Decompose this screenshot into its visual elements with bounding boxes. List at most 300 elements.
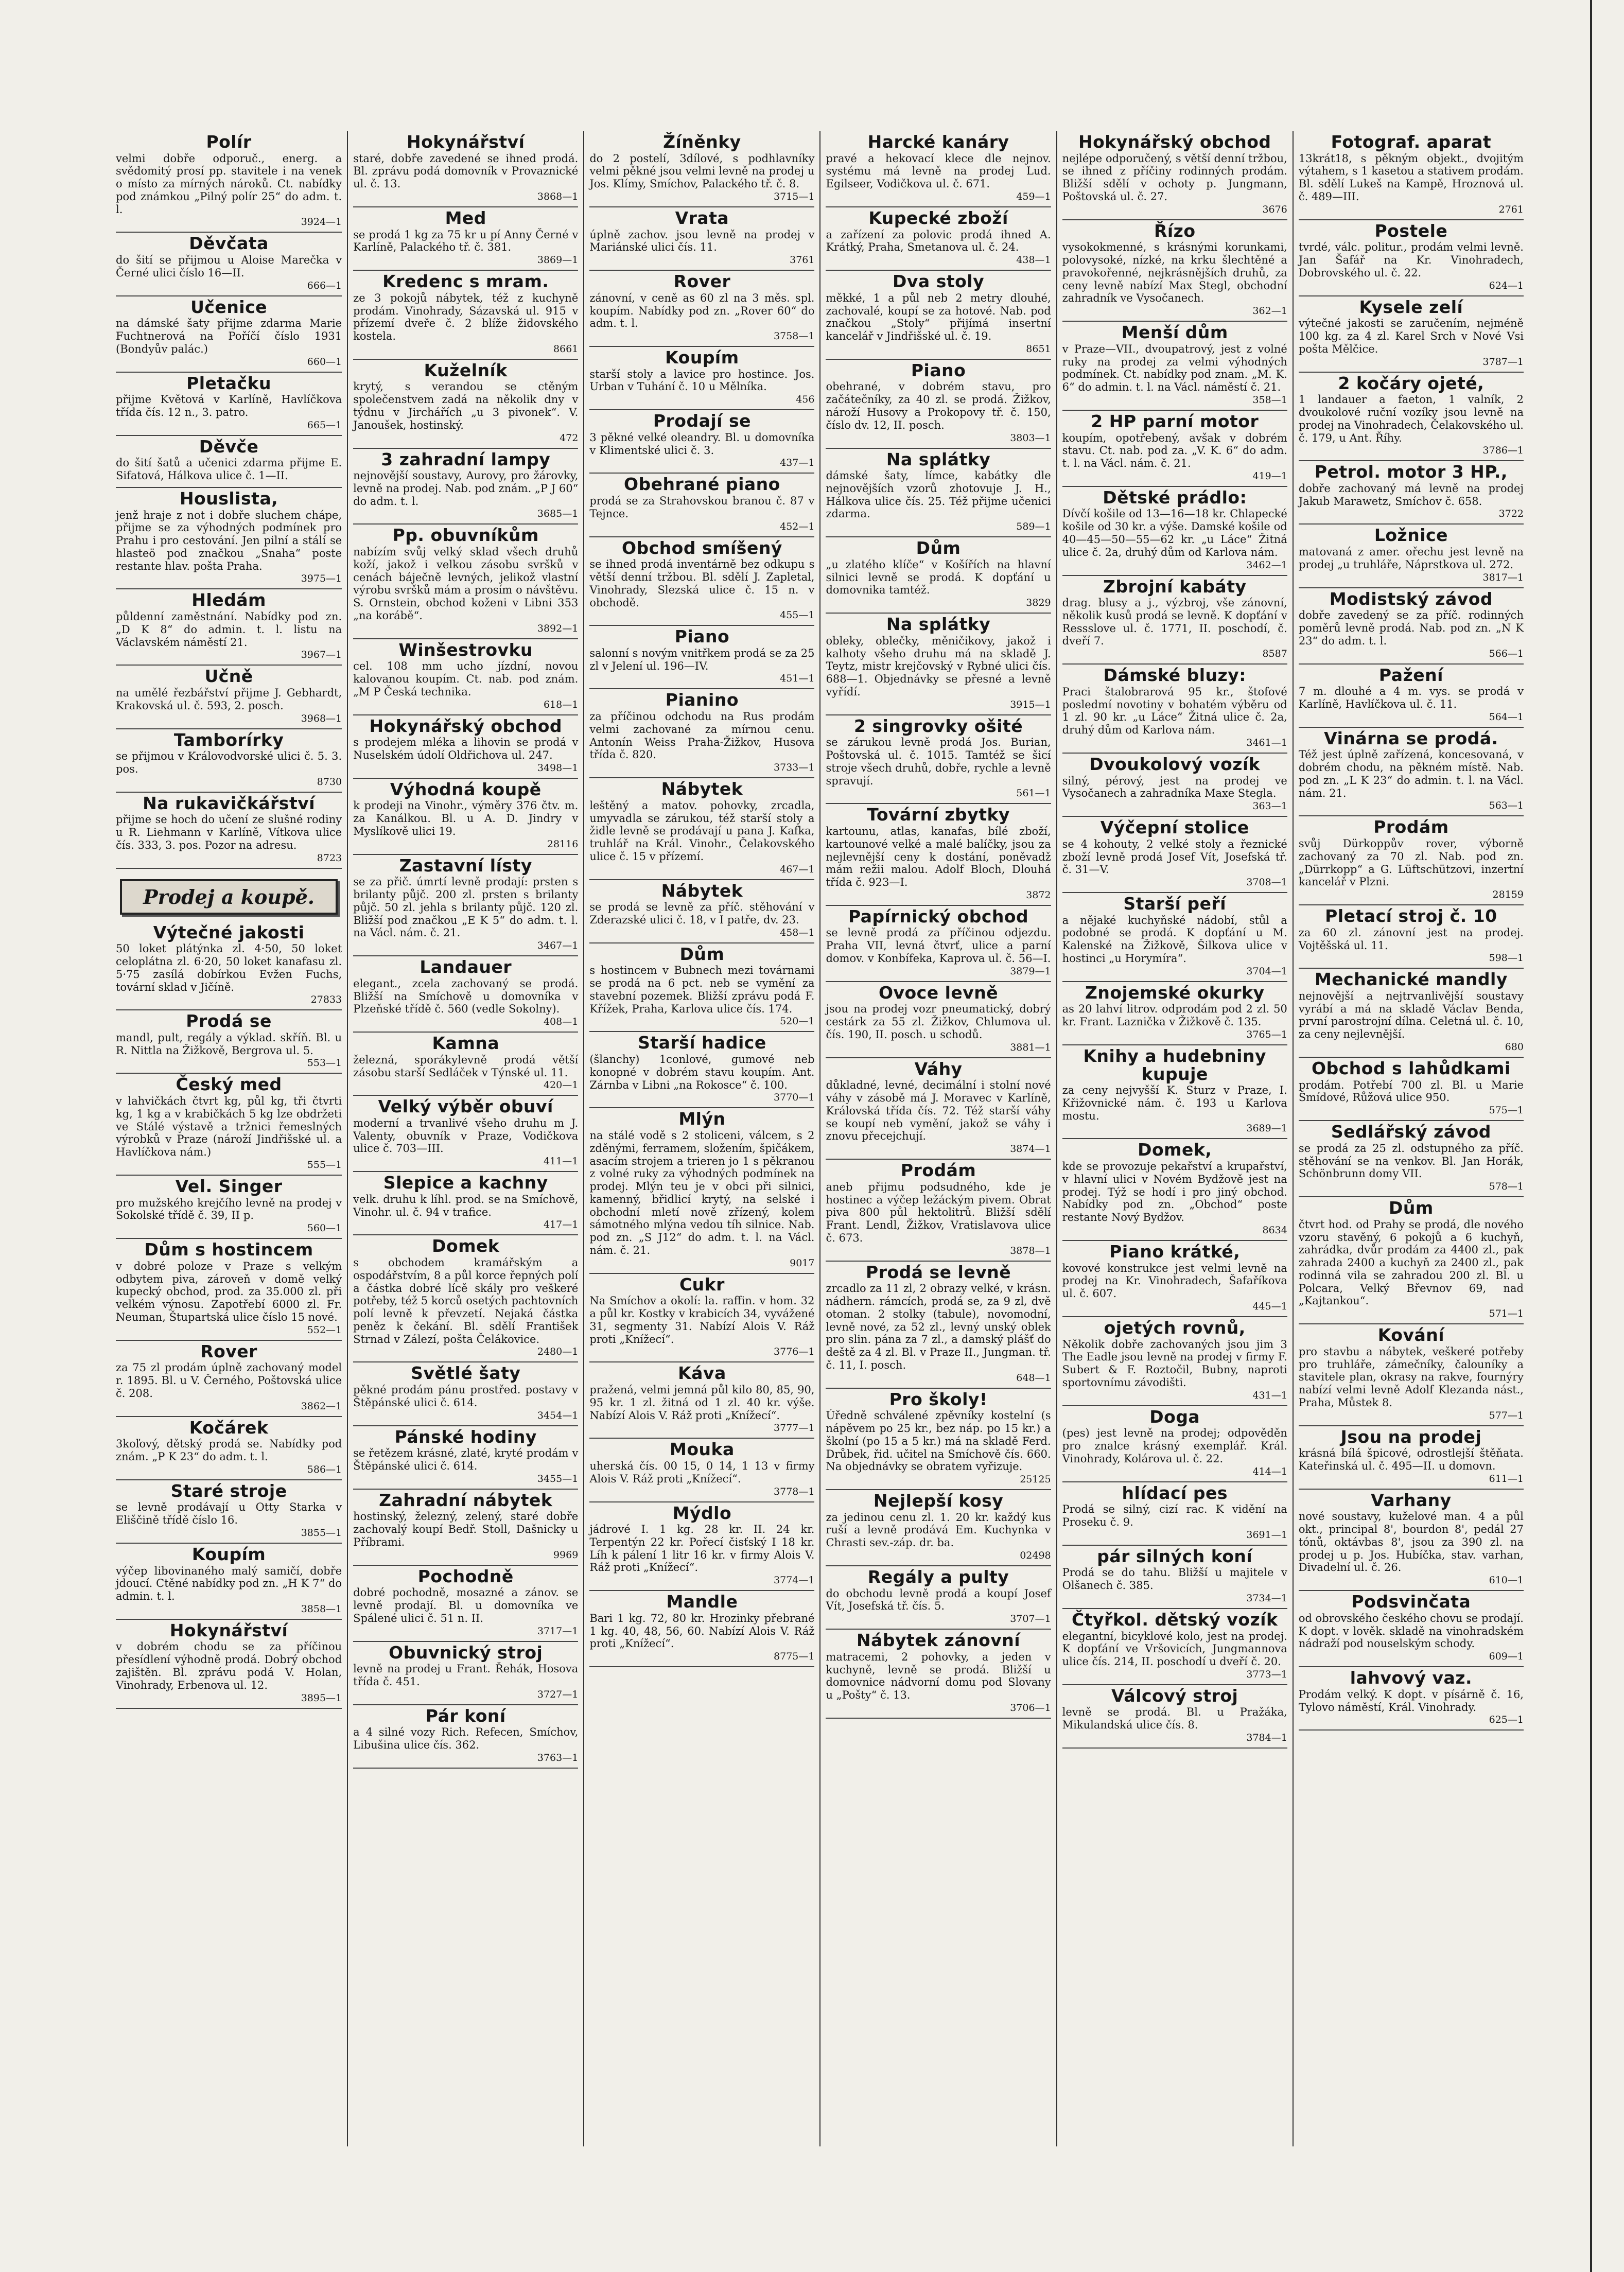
ad-code: 3967—1 [301, 649, 342, 661]
ad-code: 609—1 [1489, 1651, 1524, 1663]
ad-body: na stálé vodě s 2 stoliceni, válcem, s 2 zděnými, ferramem, složením, špičákem, asacím strojem a trieren jo 1 s pěkranou z volné ruky za výhodných podmínek na prodej. Mlýn teu je v obci při silnici, kamenný, břidlicí krytý, na selské i obchodní mletí nově zřízený, kolem sámotného mlýna vedou tíh silnice. Nab. pod zn. „S J12“ do adm. t. l. na Václ. nám. č. 21. [589, 1129, 815, 1256]
ad-body: 3koľový, dětský prodá se. Nabídky pod znám. „P K 23“ do adm. t. l. [116, 1438, 342, 1463]
ad-body: velk. druhu k líhl. prod. se na Smíchově, Vinohr. ul. č. 94 v trafice. [353, 1193, 579, 1218]
ad-title: Obchod smíšený [621, 537, 782, 558]
ad-code: 3733—1 [774, 762, 815, 774]
ad-title: Prodám [900, 1160, 976, 1181]
ad-title: Kování [1377, 1325, 1445, 1345]
ad-code: 618—1 [543, 698, 579, 710]
ad-title: Varhany [1371, 1490, 1452, 1510]
classified-ad [116, 1480, 342, 1544]
ad-code: 3892—1 [537, 622, 579, 634]
ad-title: Čtyřkol. dětský vozík [1072, 1609, 1278, 1630]
classified-ad [826, 449, 1051, 538]
classified-ad [1062, 982, 1287, 1045]
ad-code: 3467—1 [537, 940, 579, 952]
ad-code: 3691—1 [1246, 1529, 1287, 1541]
classified-ad [589, 778, 814, 880]
ad-code: 564—1 [1489, 711, 1524, 723]
ad-body: a zařízení za polovic prodá ihned A. Krátký, Praha, Smetanova ul. č. 24. [826, 228, 1051, 254]
ad-body: dámské šaty, límce, kabátky dle nejnovějších vzorů zhotovuje J. H., Hálkova ulice čís. 25. Též přijme učenici zdarma. [826, 469, 1051, 520]
ad-body: za 75 zl prodám úplně zachovaný model r. 1895. Bl. u V. Černého, Poštovská ulice č. 208. [116, 1361, 342, 1400]
ad-code: 3786—1 [1482, 445, 1524, 457]
ad-body: výčep libovinaného malý samičí, dobře jdoucí. Ctěné nabídky pod zn. „H K 7“ do admin. t. l. [116, 1564, 342, 1603]
classified-ad [116, 233, 342, 296]
classified-ad [1299, 461, 1524, 525]
ad-body: nabízím svůj velký sklad všech druhů koží, jakož i velkou zásobu svršků v cenách báječně levných, jelikož vlastní výrobu svršků mám a prosím o návštěvu. S. Ornstein, obchod koženi v Libni 353 „na korábě“. [353, 546, 579, 622]
ad-title: Na splátky [886, 449, 991, 469]
classified-ad [116, 589, 342, 666]
ad-body: za příčinou odchodu na Rus prodám velmi zachované za mírnou cenu. Antonín Weiss Praha-Žižkov, Husova třída č. 820. [589, 710, 815, 761]
ad-title: Kupecké zboží [868, 207, 1008, 228]
ad-body: leštěný a matov. pohovky, zrcadla, umyvadla se zárukou, též starší stoly a židle levně se prodávají u pana J. Kafka, truhlář na Král. Vinohr., Čelakovského ulice č. 15 v přízemí. [589, 799, 815, 863]
ad-body: 7 m. dlouhé a 4 m. vys. se prodá v Karlíně, Havlíčkova ul. č. 11. [1298, 685, 1524, 710]
ad-title: Cukr [679, 1274, 725, 1295]
classified-ad [353, 956, 578, 1033]
ad-title: Fotograf. aparat [1331, 132, 1492, 152]
ad-body: kovové konstrukce jest velmi levně na prodej na Kr. Vinohradech, Šafaříkova ul. č. 607. [1062, 1262, 1287, 1300]
classified-ad [1299, 131, 1524, 220]
ad-code: 586—1 [307, 1463, 342, 1475]
ad-title: Jsou na prodej [1340, 1426, 1482, 1447]
classified-ad [826, 715, 1051, 805]
classified-ad [353, 1642, 578, 1705]
ad-body: se ihned prodá inventárně bez odkupu s větší denní tržbou. Bl. sdělí J. Zapletal, Vinohrady, Slezská ulice č. 15 n. v obchodě. [589, 558, 815, 609]
classified-ad [116, 1239, 342, 1340]
ad-code: 414—1 [1252, 1465, 1287, 1477]
ad-body: pěkné prodám pánu prostřed. postavy v Štěpánské ulici č. 614. [353, 1384, 579, 1409]
ad-title: Na splátky [886, 614, 991, 635]
ad-code: 452—1 [780, 520, 815, 532]
ad-title: Dva stoly [893, 271, 985, 292]
ad-code: 8661 [553, 343, 579, 355]
ad-body: k prodeji na Vinohr., výměry 376 čtv. m. za Kanálkou. Bl. u A. D. Jindry v Myslíkově ulici 19. [353, 799, 579, 837]
ad-title: Doga [1149, 1406, 1200, 1427]
classified-ad [353, 1705, 578, 1769]
classified-ad [353, 449, 578, 525]
classified-ad [353, 1362, 578, 1426]
ad-code: 563—1 [1489, 800, 1524, 812]
ad-title: Postele [1374, 220, 1448, 241]
ad-body: do obchodu levně prodá a koupí Josef Vít, Josefská tř. čís. 5. [826, 1587, 1051, 1613]
ad-body: na umělé řezbářství přijme J. Gebhardt, Krakovská ul. č. 593, 2. posch. [116, 686, 342, 712]
ad-title: Landauer [420, 957, 512, 977]
ad-body: Úředně schválené zpěvníky kostelní (s nápěvem po 25 kr., bez náp. po 15 kr.) a školní (po 15 a 5 kr.) má na skladě Ferd. Drůbek, řid. učitel na Smíchově čís. 660. Na objednávky se obratem vyřizuje. [826, 1409, 1051, 1473]
classified-ad [1062, 1546, 1287, 1609]
ad-body: as 20 lahví litrov. odprodám pod 2 zl. 50 kr. Frant. Laznička v Žižkově č. 135. [1062, 1003, 1287, 1028]
classified-ad [353, 779, 578, 855]
ad-code: 3874—1 [1010, 1143, 1051, 1155]
ad-body: levně se prodá. Bl. u Pražáka, Mikulandská ulice čís. 8. [1062, 1706, 1287, 1732]
classified-ad [1299, 969, 1524, 1058]
ad-body: cel. 108 mm ucho jízdní, novou kalovanou koupím. Ct. nab. pod znám. „M P Česká technika. [353, 660, 579, 698]
classified-ad [1299, 665, 1524, 728]
section-banner: Prodej a koupě. [120, 879, 338, 915]
ad-code: 3879—1 [1010, 965, 1051, 977]
classified-ad [1062, 322, 1287, 411]
ad-title: Domek, [1138, 1140, 1212, 1160]
classified-ad [116, 488, 342, 589]
ad-body: dobře zachovaný má levně na prodej Jakub Marawetz, Smíchov č. 658. [1298, 482, 1524, 508]
ad-code: 3758—1 [774, 330, 815, 342]
ad-code: 362—1 [1252, 305, 1287, 317]
classified-ad [1299, 220, 1524, 296]
ad-body: 13krát18, s pěkným objekt., dvojitým výtahem, s 1 kasetou a stativem prodám. Bl. sdělí Lukeš na Kampě, Hroznová ul. č. 489—III. [1298, 152, 1524, 203]
ad-body: se levně prodá za příčinou odjezdu. Praha VII, levná čtvrť, ulice a parní domov. v Konbífeka, Kaprova ul. č. 56—I. [826, 927, 1051, 965]
ad-code: 3734—1 [1246, 1592, 1287, 1604]
ad-code: 561—1 [1016, 788, 1051, 799]
ad-body: do šití se přijmou u Aloise Marečka v Černé ulici číslo 16—II. [116, 254, 342, 279]
ad-title: Koupím [191, 1544, 266, 1564]
ad-code: 02498 [1020, 1550, 1051, 1562]
ad-code: 27833 [310, 994, 342, 1006]
ad-body: mandl, pult, regály a výklad. skříň. Bl. u R. Nittla na Žižkově, Bergrova ul. 5. [116, 1031, 342, 1057]
ad-body: staré, dobře zavedené se ihned prodá. Bl. zprávu podá domovník v Provaznické ul. č. 13. [353, 152, 579, 190]
ad-body: se řetězem krásné, zlaté, kryté prodám v Štěpánské ulici č. 614. [353, 1447, 579, 1472]
ad-title: Domek [432, 1236, 500, 1256]
ad-code: 3717—1 [537, 1625, 579, 1637]
ad-code: 3881—1 [1010, 1041, 1051, 1053]
ad-title: Kamna [432, 1033, 499, 1054]
classified-ad [353, 360, 578, 449]
ad-title: Děvčata [189, 233, 269, 254]
classified-ad [116, 1341, 342, 1417]
ad-title: Řízo [1154, 220, 1196, 241]
ad-code: 520—1 [780, 1016, 815, 1027]
ad-title: Ovoce levně [878, 982, 999, 1003]
ad-body: krásná bílá špicové, odrostlejší štěňata. Kateřinská ul. č. 495—II. u domovn. [1298, 1447, 1524, 1472]
ad-title: Papírnický obchod [848, 906, 1029, 927]
classified-ad [589, 1439, 814, 1502]
classified-ad [589, 1108, 814, 1273]
ad-title: Prodají se [653, 411, 751, 431]
classified-ad [1299, 816, 1524, 905]
ad-code: 8651 [1026, 343, 1051, 355]
ad-code: 445—1 [1252, 1300, 1287, 1312]
ad-code: 431—1 [1252, 1389, 1287, 1401]
classified-ad [1062, 817, 1287, 893]
ad-body: tvrdé, válc. politur., prodám velmi levně. Jan Šafář na Kr. Vinohradech, Dobrovského ul. č. 22. [1298, 241, 1524, 279]
ad-code: 3777—1 [774, 1422, 815, 1434]
ad-body: důkladné, levné, decimální i stolní nové váhy v zásobě má J. Moravec v Karlíně, Královská třída čís. 72. Též starší váhy se koupí neb vymění, jakož se váhy i znovu přecejchují. [826, 1079, 1051, 1143]
classified-ad [1062, 893, 1287, 982]
ad-body: do šití šatů a učenici zdarma přijme E. Sifatová, Hálkova ulice č. 1—II. [116, 457, 342, 482]
ad-body: aneb přijmu podsudného, kde je hostinec a výčep ležáckým pivem. Obrat piva 800 půl hektolitrů. Bližší sdělí Frant. Lendl, Žižkov, Vratislavova ulice č. 673. [826, 1180, 1051, 1244]
ad-title: Dvoukolový vozík [1089, 754, 1261, 774]
ad-title: Hokynářský obchod [369, 715, 562, 736]
ad-body: od obrovského českého chovu se prodají. K dopt. v lověk. skladě na vinohradském nádraží pod nouselským schody. [1298, 1612, 1524, 1650]
ad-body: a 4 silné vozy Rich. Refecen, Smíchov, Libušina ulice čís. 362. [353, 1726, 579, 1752]
ad-code: 459—1 [1016, 190, 1051, 202]
ad-code: 571—1 [1489, 1308, 1524, 1320]
classified-ad [826, 1490, 1051, 1566]
classified-ad [826, 131, 1051, 207]
classified-ad [353, 1566, 578, 1642]
ad-title: Prodá se levně [866, 1262, 1011, 1282]
classified-ad [589, 1591, 814, 1667]
ad-body: Bari 1 kg. 72, 80 kr. Hrozinky přebrané 1 kg. 40, 48, 56, 60. Nabízí Alois V. Ráž proti „Knížecí“. [589, 1612, 815, 1650]
column-2 [347, 131, 583, 2146]
page-edge [1590, 0, 1592, 2272]
ad-body: se zárukou levně prodá Jos. Burian, Poštovská ul. č. 1015. Tamtéž se šicí stroje všech druhů, dobře, rychle a levně spravují. [826, 736, 1051, 787]
ad-title: Nábytek zánovní [857, 1630, 1021, 1651]
ad-title: Učně [204, 666, 253, 687]
ad-title: Mýdlo [672, 1502, 732, 1523]
ad-code: 8723 [317, 852, 342, 864]
ad-code: 3773—1 [1246, 1668, 1287, 1680]
ad-code: 648—1 [1016, 1372, 1051, 1384]
classified-ad [589, 1274, 814, 1363]
ad-body: půldenní zaměstnání. Nabídky pod zn. „D K 8“ do admin. t. l. listu na Václavském náměstí 21. [116, 610, 342, 649]
ad-code: 25125 [1020, 1474, 1051, 1485]
ad-code: 3858—1 [301, 1603, 342, 1615]
ad-title: Hokynářství [406, 132, 525, 152]
classified-ad [1062, 1241, 1287, 1317]
classified-ad [826, 271, 1051, 360]
ad-body: krytý, s verandou se ctěným společenstvem zadá na několik dny v týdnu v Jirchářích „u 3 pivonek“. V. Janoušek, hostinský. [353, 380, 579, 431]
ad-title: Pp. obuvníkům [392, 525, 539, 546]
classified-ad [353, 207, 578, 271]
column-5 [1056, 131, 1293, 2146]
classified-ad [589, 626, 814, 689]
ad-title: Rover [200, 1341, 257, 1361]
ad-title: 2 kočáry ojeté, [1338, 373, 1485, 393]
classified-ad [353, 1033, 578, 1096]
ad-body: a nějaké kuchyňské nádobí, stůl a podobné se prodá. K dopťání u M. Kalenské na Žižkově, Šilkova ulice v hostinci „u Horymíra“. [1062, 914, 1287, 965]
classified-ad [1299, 1197, 1524, 1324]
ad-code: 625—1 [1489, 1714, 1524, 1726]
ad-title: Starší peří [1123, 894, 1227, 914]
ad-title: Káva [678, 1363, 726, 1384]
ad-body: nové soustavy, kuželové man. 4 a půl okt., principal 8', bourdon 8', pedál 27 tónů, oktávbas 8', jsou za 390 zl. na prodej u p. Jos. Hubíčka, stav. varhan, Divadelní ul. č. 26. [1298, 1510, 1524, 1574]
classified-ad [1062, 220, 1287, 322]
ad-title: Dům [679, 943, 725, 964]
ad-body: měkké, 1 a půl neb 2 metry dlouhé, zachovalé, koupí se za hotové. Nab. pod značkou „Stoly“ přijímá insertní kancelář v Jindřišské ul. č. 19. [826, 291, 1051, 343]
ad-title: Žíněnky [663, 132, 741, 152]
classified-ad [1062, 576, 1287, 665]
classified-ad [1299, 1058, 1524, 1121]
classified-ad [1299, 905, 1524, 969]
ad-code: 3803—1 [1010, 432, 1051, 444]
classified-ad [1062, 1685, 1287, 1749]
ad-code: 566—1 [1489, 648, 1524, 659]
ad-body: prodám. Potřebí 700 zl. Bl. u Marie Šmídové, Růžová ulice 950. [1298, 1078, 1524, 1104]
ad-title: Zahradní nábytek [379, 1490, 553, 1510]
ad-code: 598—1 [1489, 952, 1524, 964]
ad-code: 3676 [1262, 203, 1287, 215]
classified-ad [1299, 1591, 1524, 1667]
ad-code: 577—1 [1489, 1409, 1524, 1421]
classified-ad [1062, 1139, 1287, 1240]
ad-body: svůj Dürkoppův rover, výborně zachovaný za 70 zl. Nab. pod zn. „Dürrkopp“ a G. Lüftschützovi, inzertní kancelář v Plzni. [1298, 837, 1524, 888]
ad-code: 408—1 [543, 1016, 579, 1028]
ad-code: 3454—1 [537, 1409, 579, 1421]
ad-code: 3774—1 [774, 1575, 815, 1586]
classified-ad [1062, 1609, 1287, 1685]
classified-ad [826, 906, 1051, 982]
ad-code: 437—1 [780, 457, 815, 469]
ad-title: Piano [911, 360, 966, 380]
ad-body: železná, sporákylevně prodá větší zásobu starší Sedláček v Týnské ul. 11. [353, 1053, 579, 1079]
classified-ad [116, 793, 342, 869]
classified-ad [116, 373, 342, 436]
classified-ad [116, 296, 342, 373]
ad-body: za 60 zl. zánovní jest na prodej. Vojtěšská ul. 11. [1298, 926, 1524, 952]
ad-body: prodá se za Strahovskou branou č. 87 v Tejnce. [589, 495, 815, 520]
classified-ad [1062, 487, 1287, 576]
classified-ad [1299, 588, 1524, 665]
ad-code: 358—1 [1252, 394, 1287, 406]
ad-title: Obchod s lahůdkami [1312, 1058, 1511, 1079]
ad-code: 3685—1 [537, 508, 579, 520]
classified-ad [1299, 1324, 1524, 1426]
ad-body: moderní a trvanlivé všeho druhu m J. Valenty, obuvník v Praze, Vodičkova ulice č. 703—III. [353, 1116, 579, 1155]
ad-code: 3855—1 [301, 1527, 342, 1539]
ad-code: 455—1 [780, 609, 815, 621]
ad-code: 553—1 [307, 1057, 342, 1069]
ad-body: pražená, velmi jemná půl kilo 80, 85, 90, 95 kr. 1 zl. žitná od 1 zl. 40 kr. výše. Nabízí Alois V. Ráž proti „Knížecí“. [589, 1384, 815, 1422]
classified-ad [116, 436, 342, 488]
ad-body: Prodá se do tahu. Bližší u majitele v Olšanech č. 385. [1062, 1566, 1287, 1592]
ad-title: Pletačku [186, 373, 272, 393]
ad-body: se 4 kohouty, 2 velké stoly a řeznické zboží levně prodá Josef Vít, Josefská tř. č. 31—V. [1062, 837, 1287, 876]
ad-code: 3455—1 [537, 1473, 579, 1484]
ad-title: Rover [673, 271, 731, 292]
classified-ad [589, 880, 814, 943]
ad-code: 3868—1 [537, 190, 579, 202]
ad-body: kartounu, atlas, kanafas, bílé zboží, kartounové velké a malé balíčky, jsou za nejlevnější ceny k dostání, poněvadž mám režii malou. Adolf Bloch, Dlouhá třída č. 923—I. [826, 825, 1051, 889]
classified-ad [826, 1630, 1051, 1719]
ad-title: hlídací pes [1122, 1482, 1228, 1503]
ad-body: koupím, opotřebený, avšak v dobrém stavu. Ct. nab. pod za. „V. K. 6“ do adm. t. l. na Václ. nám. č. 21. [1062, 431, 1287, 470]
ad-title: Válcový stroj [1111, 1685, 1238, 1706]
ad-code: 3817—1 [1482, 571, 1524, 583]
ad-code: 3706—1 [1010, 1702, 1051, 1714]
ad-body: ze 3 pokojů nábytek, též z kuchyně prodám. Vinohrady, Sázavská ul. 915 v přízemí dveře č. 2 blíže židovského kostela. [353, 291, 579, 343]
classified-ad [1299, 525, 1524, 588]
ad-body: 3 pěkné velké oleandry. Bl. u domovníka v Klimentské ulici č. 3. [589, 431, 815, 457]
ad-title: Zastavní lísty [399, 855, 532, 876]
ad-body: Též jest úplně zařízená, koncesovaná, v dobrém chodu, na pěkném místě. Nab. pod zn. „L K 23“ do admin. t. l. na Václ. nám. 21. [1298, 748, 1524, 799]
classified-ad [826, 1389, 1051, 1490]
classified-ad [353, 1235, 578, 1362]
ad-body: Prodá se silný, cizí rac. K vidění na Proseku č. 9. [1062, 1503, 1287, 1528]
ad-title: Dámské bluzy: [1103, 665, 1246, 686]
classified-ad [826, 360, 1051, 449]
ad-title: Nábytek [661, 779, 743, 799]
ad-title: Piano [674, 626, 730, 647]
ad-body: silný, pérový, jest na prodej ve Vysočanech a zahradníka Maxe Stegla. [1062, 774, 1287, 800]
classified-ad [1062, 1045, 1287, 1140]
ad-code: 3778—1 [774, 1485, 815, 1497]
ad-code: 3872 [1026, 889, 1051, 901]
ad-body: levně na prodej u Frant. Řehák, Hosova třída č. 451. [353, 1663, 579, 1688]
ad-body: kde se provozuje pekařství a krupařství, v hlavní ulici v Novém Bydžově jest na prodej. Týž se hodí i pro jiný obchod. Nabídky pod zn. „Obchod“ poste restante Nový Bydžov. [1062, 1160, 1287, 1224]
ad-code: 555—1 [307, 1159, 342, 1170]
ad-body: výtečné jakosti se zaručením, nejméně 100 kg. za 4 zl. Karel Srch v Nové Vsi pošta Mělčice. [1298, 317, 1524, 355]
ad-body: úplně zachov. jsou levně na prodej v Mariánské ulici čís. 11. [589, 228, 815, 254]
ad-title: Kysele zelí [1359, 296, 1463, 317]
ad-title: Piano krátké, [1109, 1241, 1241, 1262]
classified-ad [116, 1620, 342, 1709]
classified-ad [353, 1096, 578, 1172]
ad-title: Výtečné jakosti [153, 922, 305, 942]
ad-code: 8775—1 [774, 1651, 815, 1663]
ad-code: 3924—1 [301, 216, 342, 228]
ad-code: 3763—1 [537, 1752, 579, 1763]
ad-code: 8730 [317, 776, 342, 788]
ad-body: přijme Květová v Karlíně, Havlíčkova třída čís. 12 n., 3. patro. [116, 393, 342, 418]
ad-body: elegant., zcela zachovaný se prodá. Bližší na Smíchově u domovníka v Plzeňské třídě č. 560 (vedle Sokolny). [353, 977, 579, 1016]
ad-code: 680 [1505, 1041, 1524, 1053]
classified-ad [116, 922, 342, 1011]
classified-ad [826, 1058, 1051, 1160]
ad-title: Kočárek [189, 1417, 269, 1438]
ad-code: 3461—1 [1246, 737, 1287, 748]
ad-body: se prodá 1 kg za 75 kr u pí Anny Černé v Karlíně, Palackého tř. č. 381. [353, 228, 579, 254]
ad-title: 3 zahradní lampy [381, 449, 551, 469]
ad-body: Prodám velký. K dopt. v písárně č. 16, Tylovo náměstí, Král. Vinohrady. [1298, 1688, 1524, 1714]
classified-ad [826, 1160, 1051, 1261]
ad-body: zrcadlo za 11 zl, 2 obrazy velké, v krásn. nádhern. rámcích, prodá se, za 9 zl, dvě otoman. 2 stolky (tabule), novomodní, levně nové, za 52 zl., levný unský oblek pro slin. pána za 7 zl., a damský plášť do deště za 4 zl. Bl. v Praze II., Jungman. tř. č. 11, I. posch. [826, 1282, 1051, 1371]
ad-code: 3722 [1498, 508, 1524, 520]
ad-code: 3704—1 [1246, 965, 1287, 977]
ad-body: se přijmou v Královodvorské ulici č. 5. 3. pos. [116, 750, 342, 775]
ad-title: Mlýn [678, 1109, 726, 1129]
classified-ad [589, 1362, 814, 1439]
classified-ad [1299, 728, 1524, 817]
ad-title: 2 singrovky ošité [853, 715, 1023, 736]
ad-code: 419—1 [1252, 470, 1287, 482]
classified-ad [116, 1074, 342, 1175]
classified-ad [589, 410, 814, 474]
ad-body: vysokokmenné, s krásnými korunkami, polovysoké, nízké, na krku šlechtěné a pravokořenné, nejkrásnějších druhů, za ceny levně nabízí Max Stegl, obchodní zahradník ve Vysočanech. [1062, 241, 1287, 305]
ad-title: Regály a pulty [867, 1567, 1009, 1587]
ad-title: Hledám [191, 590, 266, 610]
ad-title: Pár koní [425, 1705, 506, 1726]
ad-body: Na Smíchov a okolí: la. raffin. v hom. 32 a půl kr. Kostky v krabicích 34, vyvážené 31, segmenty 31. Nabízí Alois V. Ráž proti „Knížecí“. [589, 1295, 815, 1345]
ad-title: Dům [916, 538, 961, 558]
ad-code: 611—1 [1489, 1473, 1524, 1484]
ad-code: 3715—1 [774, 190, 815, 202]
ad-title: Pletací stroj č. 10 [1325, 906, 1497, 927]
ad-body: pravé a hekovací klece dle nejnov. systému má levně na prodej Lud. Egilseer, Vodičkova ul. č. 671. [826, 152, 1051, 190]
ad-title: Modistský závod [1329, 588, 1493, 609]
ad-code: 666—1 [307, 279, 342, 291]
ad-code: 438—1 [1016, 254, 1051, 266]
ad-body: obehrané, v dobrém stavu, pro začátečníky, za 40 zl. se prodá. Žižkov, nároží Husovy a Prokopovy tř. č. 150, číslo dv. 12, II. posch. [826, 380, 1051, 431]
ad-title: Kredenc s mram. [382, 271, 549, 292]
classified-ad [826, 804, 1051, 905]
ad-title: Obuvnický stroj [389, 1642, 543, 1663]
ad-body: za jedinou cenu zl. 1. 20 kr. každý kus ruší a levně prodává Em. Kuchynka v Chrasti sev.-záp. dr. ba. [826, 1511, 1051, 1549]
ad-body: se prodá se levně za příč. stěhování v Zderazské ulici č. 18, v I patře, dv. 23. [589, 901, 815, 927]
ad-title: Mouka [670, 1439, 735, 1460]
classified-ad [116, 666, 342, 729]
ad-code: 660—1 [307, 356, 342, 368]
ad-title: Pažení [1378, 665, 1443, 685]
ad-code: 3761 [790, 254, 815, 266]
ad-code: 9969 [553, 1549, 579, 1561]
classified-ad [353, 1490, 578, 1566]
ad-code: 3784—1 [1246, 1732, 1287, 1743]
ad-body: přijme se hoch do učení ze slušné rodiny u R. Liehmann v Karlíně, Vítkova ulice čís. 333, 3. pos. Pozor na adresu. [116, 813, 342, 851]
column-1 [111, 131, 347, 2146]
ad-title: Váhy [914, 1058, 963, 1079]
ad-title: Pianino [665, 690, 739, 710]
ad-title: Děvče [199, 436, 259, 457]
ad-body: v dobrém chodu se za příčinou přesídlení výhodně prodá. Dobrý obchod zajištěn. Bl. zprávu podá V. Holan, Vinohrady, Erbenova ul. 12. [116, 1640, 342, 1691]
